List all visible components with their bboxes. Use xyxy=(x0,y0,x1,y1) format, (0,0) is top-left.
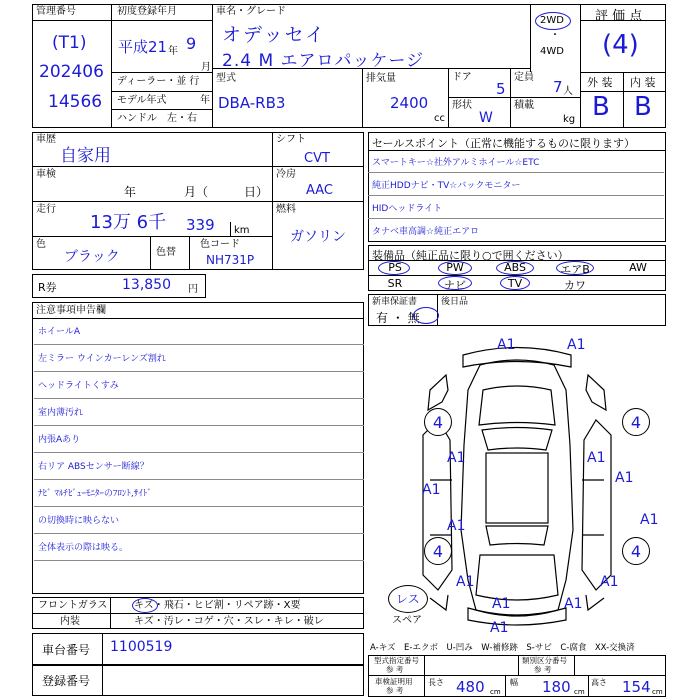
rating-value: (4) xyxy=(602,30,639,60)
capacity-value: 7 xyxy=(553,78,563,96)
kizu-circle xyxy=(132,598,158,613)
tv-circle xyxy=(500,276,530,290)
equip-leather: カワ xyxy=(564,279,586,292)
handle-label: ハンドル 左・右 xyxy=(117,113,197,124)
divider xyxy=(588,675,589,697)
designation-label: 型式指定番号 xyxy=(374,656,419,665)
note-row: ﾅﾋﾞ ﾏﾙﾁﾋﾞｭｰﾓﾆﾀｰのﾌﾛﾝﾄ,ｻｲﾄﾞ xyxy=(34,480,364,507)
divider xyxy=(32,166,272,167)
divider xyxy=(212,68,530,69)
spare-label: スペア xyxy=(392,615,422,626)
damage-mark: A1 xyxy=(564,596,583,612)
month-mark: 月 xyxy=(201,62,211,73)
note-row: ヘッドライトくすみ xyxy=(34,372,364,399)
damage-mark: A1 xyxy=(447,518,466,534)
front-glass-label: フロントガラス xyxy=(38,600,108,611)
displacement-unit: cc xyxy=(434,113,445,124)
divider xyxy=(448,97,580,98)
divider xyxy=(32,20,111,21)
equip-ps: PS xyxy=(388,261,402,274)
mgmt-no-1: (T1) xyxy=(52,33,87,53)
damage-mark: A1 xyxy=(456,574,475,590)
shift-label: シフト xyxy=(276,134,306,145)
divider xyxy=(102,633,103,665)
chassis-label: 車台番号 xyxy=(42,643,91,657)
front-glass-value: キズ・飛石・ヒビ割・リペア跡・X要 xyxy=(134,600,301,611)
equip-pw: PW xyxy=(446,261,464,274)
wheel-mark-rear-right: 4 xyxy=(622,537,650,565)
divider xyxy=(362,68,363,128)
note-row: の切換時に映らない xyxy=(34,507,364,534)
note-row: 左ミラー ウインカーレンズ割れ xyxy=(34,345,364,372)
divider xyxy=(230,222,231,236)
divider xyxy=(32,613,364,614)
fuel-value: ガソリン xyxy=(290,229,346,245)
sales-point-item: 純正HDDナビ・TV☆バックモニター xyxy=(368,173,664,196)
damage-mark: A1 xyxy=(587,450,606,466)
divider xyxy=(102,665,103,696)
warranty-circle xyxy=(413,307,439,324)
width-value: 180 xyxy=(542,678,571,696)
divider xyxy=(111,72,212,73)
mileage-label: 走行 xyxy=(36,204,56,215)
divider xyxy=(111,20,212,21)
width-unit: cm xyxy=(574,688,585,696)
exterior-grade: B xyxy=(592,92,610,122)
grade: 2.4 M エアロパッケージ xyxy=(222,51,425,71)
shape-value: W xyxy=(479,110,493,126)
rating-label: 評 価 点 xyxy=(595,9,643,24)
divider xyxy=(368,675,666,676)
height-label: 高さ xyxy=(591,678,607,687)
type-value: DBA-RB3 xyxy=(218,94,286,112)
drive-2wd: 2WD xyxy=(540,15,564,26)
damage-mark: A1 xyxy=(490,620,509,636)
inspection-label: 車検 xyxy=(36,169,56,180)
color-code-label: 色コード xyxy=(200,239,240,250)
damage-mark: A1 xyxy=(422,482,441,498)
load-label: 積載 xyxy=(514,100,534,111)
recycle-unit: 円 xyxy=(188,284,198,295)
divider xyxy=(32,201,272,202)
damage-mark: A1 xyxy=(497,337,516,353)
divider xyxy=(212,4,213,128)
doors-value: 5 xyxy=(496,80,506,98)
drive-4wd: 4WD xyxy=(540,46,564,57)
load-unit: kg xyxy=(563,114,576,125)
interior-label: 内 装 xyxy=(630,76,656,89)
use-label: 車歴 xyxy=(36,134,56,145)
sales-title: セールスポイント（正常に機能するものに限ります） xyxy=(372,137,636,150)
divider xyxy=(574,655,575,675)
divider xyxy=(437,294,438,326)
model-year-unit: 年 xyxy=(200,95,210,106)
recycle-label: R券 xyxy=(38,281,57,294)
divider xyxy=(111,109,212,110)
height-unit: cm xyxy=(652,688,663,696)
note-row xyxy=(34,561,364,588)
dealer-label: ディーラー・並 行 xyxy=(117,76,200,87)
ac-label: 冷房 xyxy=(276,169,296,180)
damage-mark: A1 xyxy=(567,337,586,353)
divider xyxy=(623,72,624,128)
category-label: 類別区分番号 xyxy=(522,656,567,665)
recycle-frame xyxy=(32,274,206,298)
first-reg-month: 9 xyxy=(186,34,197,53)
damage-mark: A1 xyxy=(492,596,511,612)
divider xyxy=(530,4,531,72)
note-row: 右リア ABSセンサー断線？ xyxy=(34,453,364,480)
mgmt-no-label: 管理番号 xyxy=(36,6,76,17)
inspection-month: 月（ xyxy=(184,185,209,199)
shift-value: CVT xyxy=(304,151,330,166)
recycle-amount: 13,850 xyxy=(122,277,171,293)
warranty-value: 有 ・ 無 xyxy=(376,311,420,325)
doors-label: ドア xyxy=(452,72,472,83)
equip-tv: TV xyxy=(507,277,523,290)
divider xyxy=(32,236,272,237)
capacity-label: 定員 xyxy=(514,72,534,83)
sales-point-item: スマートキー☆社外アルミホイール☆ETC xyxy=(368,150,664,173)
year-mark: 年 xyxy=(168,46,178,57)
mgmt-no-3: 14566 xyxy=(48,92,103,112)
color-value: ブラック xyxy=(64,249,120,265)
note-row: 室内薄汚れ xyxy=(34,399,364,426)
equipment-title: 装備品（純正品に限り○で囲ください） xyxy=(372,249,569,262)
color-change-label: 色替 xyxy=(156,247,176,258)
category-ref: 参 考 xyxy=(534,665,552,674)
displacement-value: 2400 xyxy=(390,94,429,112)
equip-aw: AW xyxy=(629,261,647,274)
width-label: 幅 xyxy=(510,678,518,687)
divider xyxy=(518,655,519,675)
divider xyxy=(110,597,111,629)
notes-title: 注意事項申告欄 xyxy=(36,305,106,316)
ac-value: AAC xyxy=(306,183,333,198)
damage-mark: A1 xyxy=(615,470,634,486)
wheel-mark-front-left: 4 xyxy=(424,408,452,436)
damage-mark: A1 xyxy=(447,450,466,466)
color-code-value: NH731P xyxy=(206,253,255,267)
length-label: 長さ xyxy=(428,678,444,687)
date-label: 後日品 xyxy=(441,297,469,307)
wheel-mark-rear-left: 4 xyxy=(424,537,452,565)
equip-sr: SR xyxy=(387,277,403,290)
length-value: 480 xyxy=(456,678,485,696)
cert-label: 車検証明用 xyxy=(375,677,413,686)
divider xyxy=(510,68,511,128)
note-row: ホイールA xyxy=(34,318,364,345)
shape-label: 形状 xyxy=(452,100,472,111)
first-reg-era: 平成21 xyxy=(118,38,168,56)
divider xyxy=(272,166,364,167)
divider xyxy=(150,236,151,270)
navi-circle xyxy=(438,276,472,290)
mgmt-no-2: 202406 xyxy=(39,62,104,82)
divider xyxy=(448,68,449,128)
divider xyxy=(580,20,666,21)
model-name: オデッセイ xyxy=(222,24,327,46)
damage-mark: A1 xyxy=(600,574,619,590)
divider xyxy=(272,201,364,202)
mileage-unit: km xyxy=(234,225,250,236)
sales-point-item: HIDヘッドライト xyxy=(368,196,664,219)
divider xyxy=(424,655,425,697)
type-label: 型式 xyxy=(216,73,236,84)
abs-circle xyxy=(496,261,534,275)
designation-ref: 参 考 xyxy=(386,665,404,674)
note-row: 全体表示の際は映る。 xyxy=(34,534,364,561)
exterior-label: 外 装 xyxy=(587,76,613,89)
damage-legend: A-キズ E-エクボ U-凹み W-補修跡 S-サビ C-腐食 XX-交換済 xyxy=(370,643,635,653)
model-label: 車名・グレード xyxy=(216,6,286,17)
damage-mark: A1 xyxy=(640,512,659,528)
mileage-main: 13万 6千 xyxy=(90,212,167,233)
wheel-mark-front-right: 4 xyxy=(622,408,650,436)
spare-mark: レス xyxy=(396,592,420,606)
capacity-unit: 人 xyxy=(563,86,573,97)
pw-circle xyxy=(438,261,472,275)
warranty-label: 新車保証書 xyxy=(372,297,418,307)
equip-abs: ABS xyxy=(504,261,526,274)
sales-point-item: タナベ車高調☆純正エアロ xyxy=(372,227,480,237)
displacement-label: 排気量 xyxy=(366,73,396,84)
interior-grade: B xyxy=(634,92,652,122)
equip-airbag: エアB xyxy=(560,263,590,276)
divider xyxy=(189,236,190,270)
mileage-rest: 339 xyxy=(186,216,215,234)
equip-navi: ナビ xyxy=(444,279,466,292)
reg-label: 登録番号 xyxy=(42,674,91,688)
airbag-circle xyxy=(556,261,594,275)
height-value: 154 xyxy=(622,678,651,696)
model-year-label: モデル年式 xyxy=(117,95,167,106)
drive-dot: ・ xyxy=(550,30,560,41)
inspection-day: 日） xyxy=(244,185,269,199)
divider xyxy=(111,91,212,92)
length-unit: cm xyxy=(490,688,501,696)
note-row: 内張Aあり xyxy=(34,426,364,453)
inspection-year: 年 xyxy=(124,185,137,199)
fuel-label: 燃料 xyxy=(276,204,296,215)
interior-cond-value: キズ・汚レ・コゲ・穴・スレ・キレ・破レ xyxy=(134,616,324,627)
divider xyxy=(580,4,581,128)
divider xyxy=(505,675,506,697)
first-reg-label: 初度登録年月 xyxy=(117,6,177,17)
interior-cond-label: 内装 xyxy=(60,616,80,627)
ps-circle xyxy=(378,261,410,275)
use-value: 自家用 xyxy=(60,146,111,166)
color-label: 色 xyxy=(36,239,46,250)
chassis-value: 1100519 xyxy=(110,639,173,655)
cert-ref: 参 考 xyxy=(386,686,404,695)
